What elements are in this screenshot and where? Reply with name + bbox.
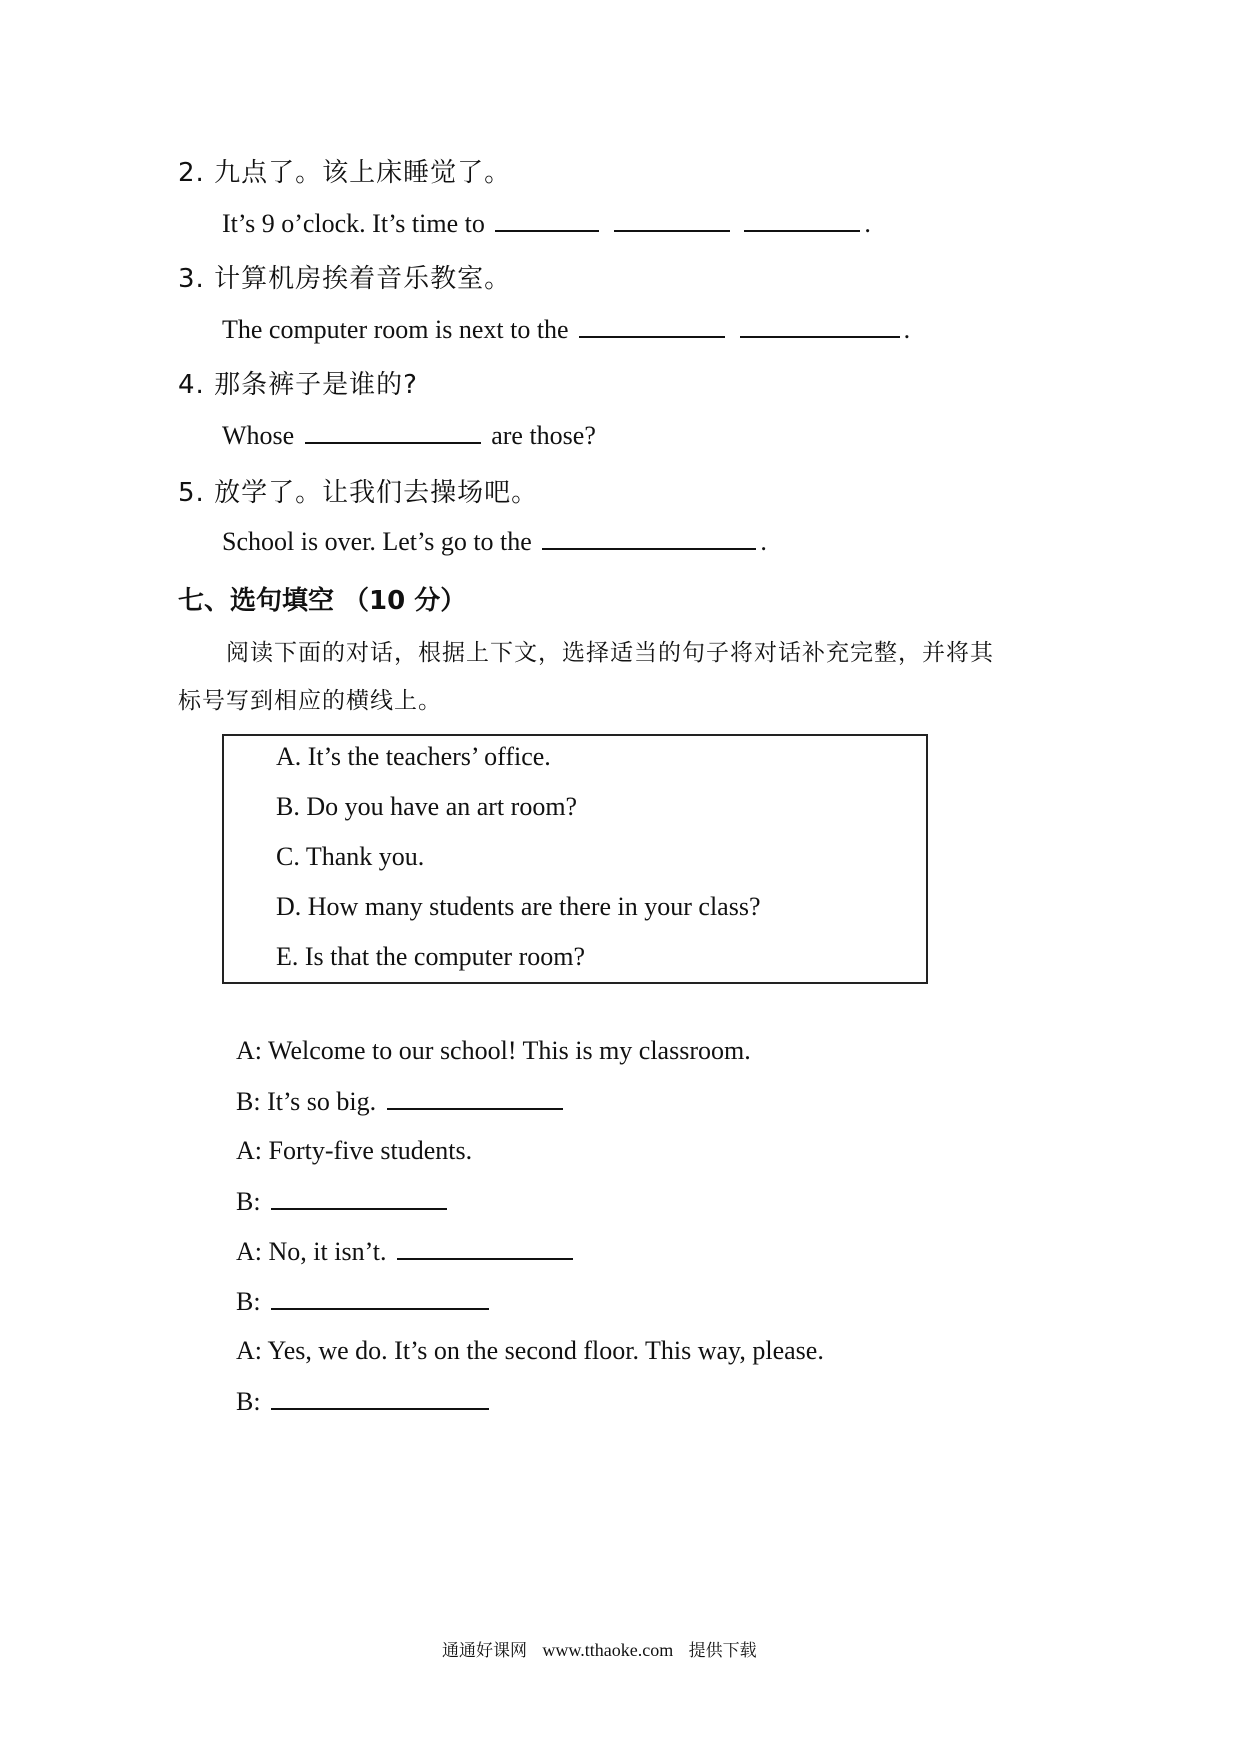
answer-blank[interactable]: [271, 1286, 489, 1310]
answer-blank[interactable]: [397, 1236, 573, 1260]
item-chinese-text: 那条裤子是谁的?: [214, 370, 418, 400]
answer-blank[interactable]: [305, 420, 481, 444]
footer-site-name: 通通好课网: [442, 1641, 527, 1661]
item-5-chinese: [178, 472, 538, 509]
item-chinese-text: 放学了。让我们去操场吧。: [214, 478, 539, 508]
answer-blank[interactable]: [271, 1186, 447, 1210]
sentence-end: .: [864, 209, 871, 238]
section-title: 七、选句填空 （10 分）: [178, 586, 467, 616]
sentence-start: School is over. Let’s go to the: [222, 527, 532, 556]
dialogue-line: [236, 1136, 472, 1166]
sentence-end: .: [903, 315, 911, 344]
dialogue-text: B: It’s so big.: [236, 1087, 377, 1116]
answer-blank[interactable]: [271, 1386, 489, 1410]
answer-blank[interactable]: [614, 208, 730, 232]
dialogue-text: B:: [236, 1187, 261, 1216]
answer-blank[interactable]: [542, 526, 756, 550]
dialogue-line: [236, 1086, 567, 1117]
item-5-english: [222, 526, 767, 557]
footer-download-text: 提供下载: [688, 1641, 757, 1661]
page-footer: [442, 1636, 757, 1661]
dialogue-line: [236, 1236, 577, 1267]
footer-url[interactable]: www.tthaoke.com: [542, 1640, 674, 1660]
answer-blank[interactable]: [740, 314, 900, 338]
answer-blank[interactable]: [387, 1086, 563, 1110]
item-number: 4.: [178, 370, 205, 400]
dialogue-line: [236, 1336, 824, 1366]
dialogue-line: [236, 1186, 451, 1217]
dialogue-text: B:: [236, 1387, 261, 1416]
option-e: E. Is that the computer room?: [276, 942, 586, 971]
item-chinese-text: 九点了。该上床睡觉了。: [214, 158, 512, 188]
item-3-chinese: [178, 258, 511, 295]
dialogue-line: [236, 1036, 751, 1066]
item-4-english: [222, 420, 596, 451]
dialogue-text: A: Yes, we do. It’s on the second floor. This way, please.: [236, 1336, 824, 1365]
item-2-english: [222, 208, 871, 239]
sentence-start: The computer room is next to the: [222, 315, 569, 344]
sentence-end: .: [760, 527, 767, 556]
item-number: 2.: [178, 158, 205, 188]
instruction-line-1: 阅读下面的对话，根据上下文，选择适当的句子将对话补充完整，并将其: [226, 640, 994, 666]
sentence-end: are those?: [491, 421, 596, 450]
sentence-start: Whose: [222, 421, 295, 450]
item-chinese-text: 计算机房挨着音乐教室。: [214, 264, 512, 294]
option-b: B. Do you have an art room?: [276, 792, 578, 821]
dialogue-text: A: Forty-five students.: [236, 1136, 473, 1165]
dialogue-text: A: No, it isn’t.: [236, 1237, 387, 1266]
option-c: C. Thank you.: [276, 842, 425, 871]
answer-blank[interactable]: [744, 208, 860, 232]
option-a: A. It’s the teachers’ office.: [276, 742, 551, 771]
dialogue-text: B:: [236, 1287, 261, 1316]
item-number: 3.: [178, 264, 205, 294]
item-3-english: [222, 314, 910, 345]
answer-blank[interactable]: [495, 208, 599, 232]
dialogue-line: [236, 1386, 493, 1417]
dialogue-text: A: Welcome to our school! This is my classroom.: [236, 1036, 751, 1065]
sentence-start: It’s 9 o’clock. It’s time to: [222, 209, 485, 238]
item-2-chinese: [178, 152, 511, 189]
instruction-line-2: 标号写到相应的横线上。: [178, 688, 442, 714]
item-number: 5.: [178, 478, 205, 508]
dialogue-line: [236, 1286, 493, 1317]
option-d: D. How many students are there in your class?: [276, 892, 761, 921]
item-4-chinese: [178, 364, 418, 401]
options-box: [222, 734, 928, 984]
answer-blank[interactable]: [579, 314, 725, 338]
